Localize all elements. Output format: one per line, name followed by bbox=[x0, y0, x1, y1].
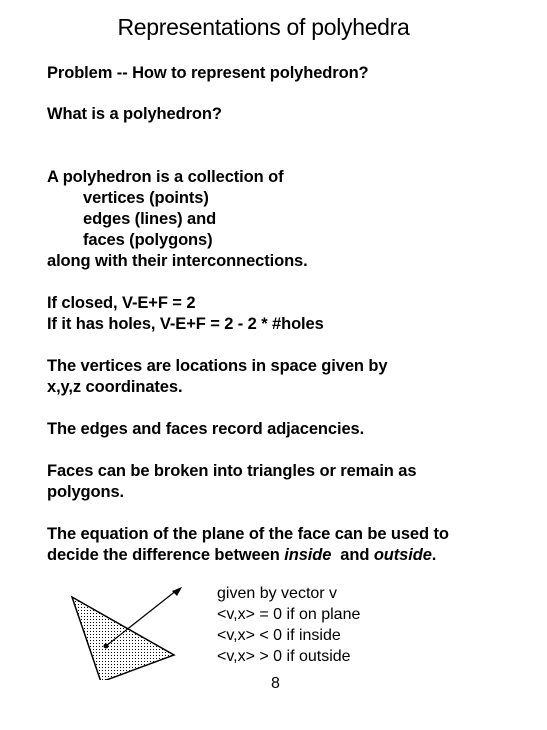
caption-line-4: <v,x> > 0 if outside bbox=[217, 648, 351, 665]
face-normal-diagram bbox=[60, 580, 190, 680]
plane-text-1: The equation of the plane of the face can be used to bbox=[47, 525, 449, 543]
normal-vector-arrowhead bbox=[172, 587, 182, 596]
adjacency-text: The edges and faces record adjacencies. bbox=[47, 420, 365, 438]
question-text: What is a polyhedron? bbox=[47, 105, 222, 123]
plane-text-2 bbox=[47, 546, 436, 565]
definition-faces: faces (polygons) bbox=[83, 231, 213, 249]
faces-text-2: polygons. bbox=[47, 483, 125, 501]
plane-text-period: . bbox=[431, 546, 437, 564]
definition-outro: along with their interconnections. bbox=[47, 252, 308, 270]
triangle-face bbox=[72, 597, 174, 680]
definition-edges: edges (lines) and bbox=[83, 210, 217, 228]
vertices-text-1: The vertices are locations in space given by bbox=[47, 357, 388, 375]
caption-line-1: given by vector v bbox=[217, 585, 338, 602]
page-title: Representations of polyhedra bbox=[117, 14, 410, 40]
euler-holes: If it has holes, V-E+F = 2 - 2 * #holes bbox=[47, 315, 324, 333]
plane-text-prefix: decide the difference between bbox=[47, 546, 280, 564]
euler-closed: If closed, V-E+F = 2 bbox=[47, 294, 196, 312]
page-number: 8 bbox=[271, 675, 280, 692]
and-word: and bbox=[340, 546, 370, 564]
caption-line-2: <v,x> = 0 if on plane bbox=[217, 606, 361, 623]
outside-word: outside bbox=[373, 546, 432, 564]
vector-origin-dot bbox=[104, 644, 109, 649]
definition-intro: A polyhedron is a collection of bbox=[47, 168, 284, 186]
caption-line-3: <v,x> < 0 if inside bbox=[217, 627, 341, 644]
faces-text-1: Faces can be broken into triangles or remain as bbox=[47, 462, 417, 480]
vertices-text-2: x,y,z coordinates. bbox=[47, 378, 183, 396]
definition-vertices: vertices (points) bbox=[83, 189, 209, 207]
problem-statement: Problem -- How to represent polyhedron? bbox=[47, 64, 369, 82]
inside-word: inside bbox=[284, 546, 332, 564]
